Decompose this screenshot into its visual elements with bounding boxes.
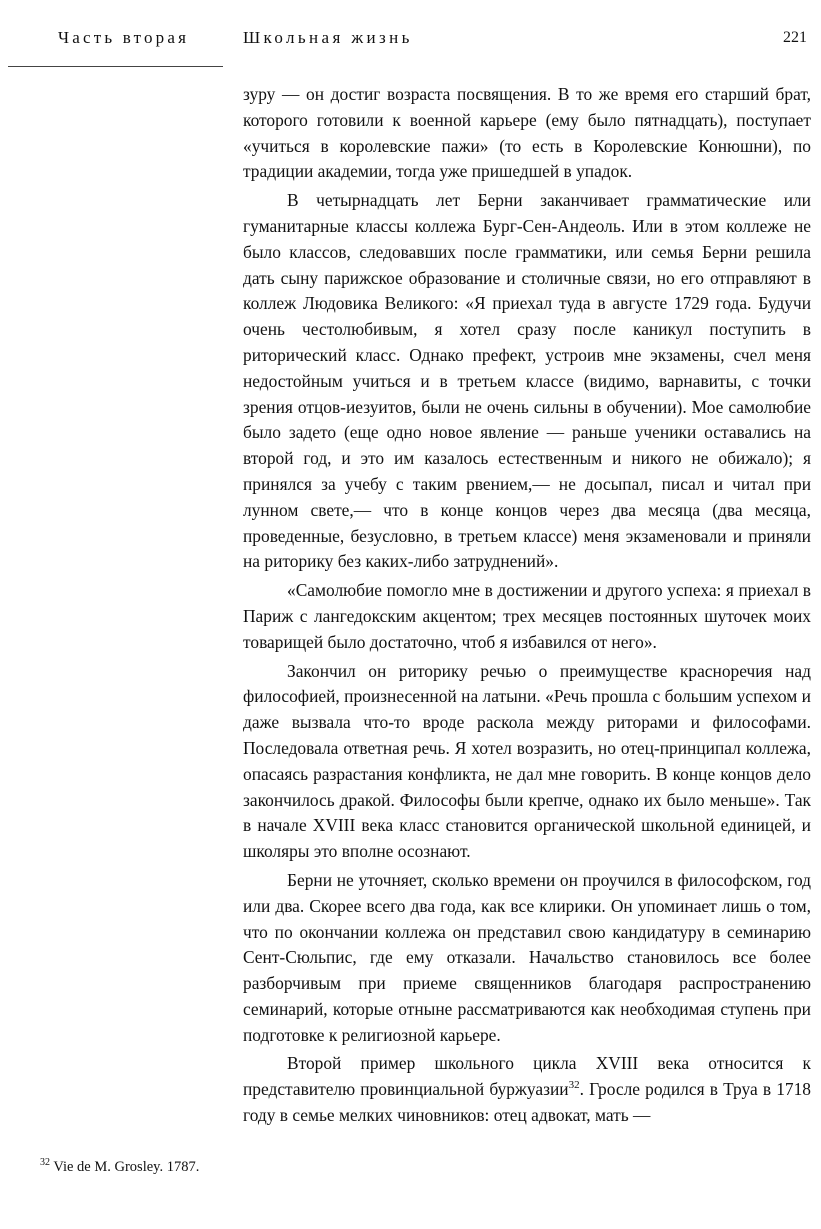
paragraph-text: Второй пример школьного цикла XVIII века относится к представителю провинциальной буржуазии <box>243 1053 811 1100</box>
paragraph-last <box>243 1051 811 1128</box>
header-chapter-title: Школьная жизнь <box>243 28 413 47</box>
footnote-number: 32 <box>40 1157 50 1169</box>
paragraph: Закончил он риторику речью о преимуществе красноречия над философией, произнесенной на латыни. «Речь прошла с большим успехом и даже вызвала что-то вроде раскола между риторами и философами. Последовала ответная речь. Я хотел возразить, но отец-принципал коллежа, опасаясь разрастания конфликта, не дал мне говорить. В конце концов дело закончилось дракой. Философы были крепче, однако их было меньше». Так в начале XVIII века класс становится органической школьной единицей, и школяры это вполне осознают. <box>243 660 811 862</box>
paragraph-text: . Гросле родился в Труа в 1718 году в семье мелких чиновников: отец адвокат, мать — <box>243 1079 811 1126</box>
paragraph: Берни не уточняет, сколько времени он проучился в философском, год или два. Скорее всего два года, как все клирики. Он упоминает лишь о том, что по окончании коллежа он представил свою кандидатуру в семинарию Сент-Сюльпис, где ему отказали. Начальство становилось все более разборчивым при приеме священников благодаря распространению семинарий, которые отныне рассматриваются как необходимая ступень при подготовке к религиозной карьере. <box>243 869 811 1045</box>
footnote <box>40 1159 230 1176</box>
header-rule <box>8 66 223 67</box>
header-part-title: Часть вторая <box>58 28 190 47</box>
footnote-reference[interactable]: 32 <box>568 1079 580 1092</box>
paragraph: В четырнадцать лет Берни заканчивает грамматические или гуманитарные классы коллежа Бург-Сен-Андеоль. Или в этом коллеже не было классов, следовавших после грамматики, или семья Берни решила дать сыну парижское образование и столичные связи, но его отправляют в коллеж Людовика Великого: «Я приехал туда в августе 1729 года. Будучи очень честолюбивым, я хотел сразу после каникул поступить в риторический класс. Однако префект, устроив мне экзамены, счел меня недостойным учиться и в третьем классе (видимо, варнавиты, с точки зрения отцов-иезуитов, были не очень сильны в обучении). Мое самолюбие было задето (еще одно новое явление — раньше ученики оставались на второй год, и это им казалось естественным и никого не обижало); я принялся за учебу с таким рвением,— не досыпал, писал и читал при лунном свете,— что в конце концов через два месяца (два месяца, проведенные, безусловно, в третьем классе) меня экзаменовали и приняли на риторику без каких-либо затруднений». <box>243 190 811 572</box>
footnote-text: Vie de M. Grosley. 1787. <box>50 1159 200 1175</box>
main-text <box>243 82 811 1129</box>
running-header <box>0 22 821 68</box>
paragraph: «Самолюбие помогло мне в достижении и другого успеха: я приехал в Париж с лангедокским акцентом; трех месяцев постоянных шуточек моих товарищей было достаточно, чтоб я избавился от него». <box>243 580 811 652</box>
page-number: 221 <box>783 29 807 46</box>
paragraph: зуру — он достиг возраста посвящения. В то же время его старший брат, которого готовили к военной карьере (ему было пятнадцать), поступает «учиться в королевские пажи» (то есть в Королевские Конюшни), по традиции академии, тогда уже пришедшей в упадок. <box>243 84 811 182</box>
